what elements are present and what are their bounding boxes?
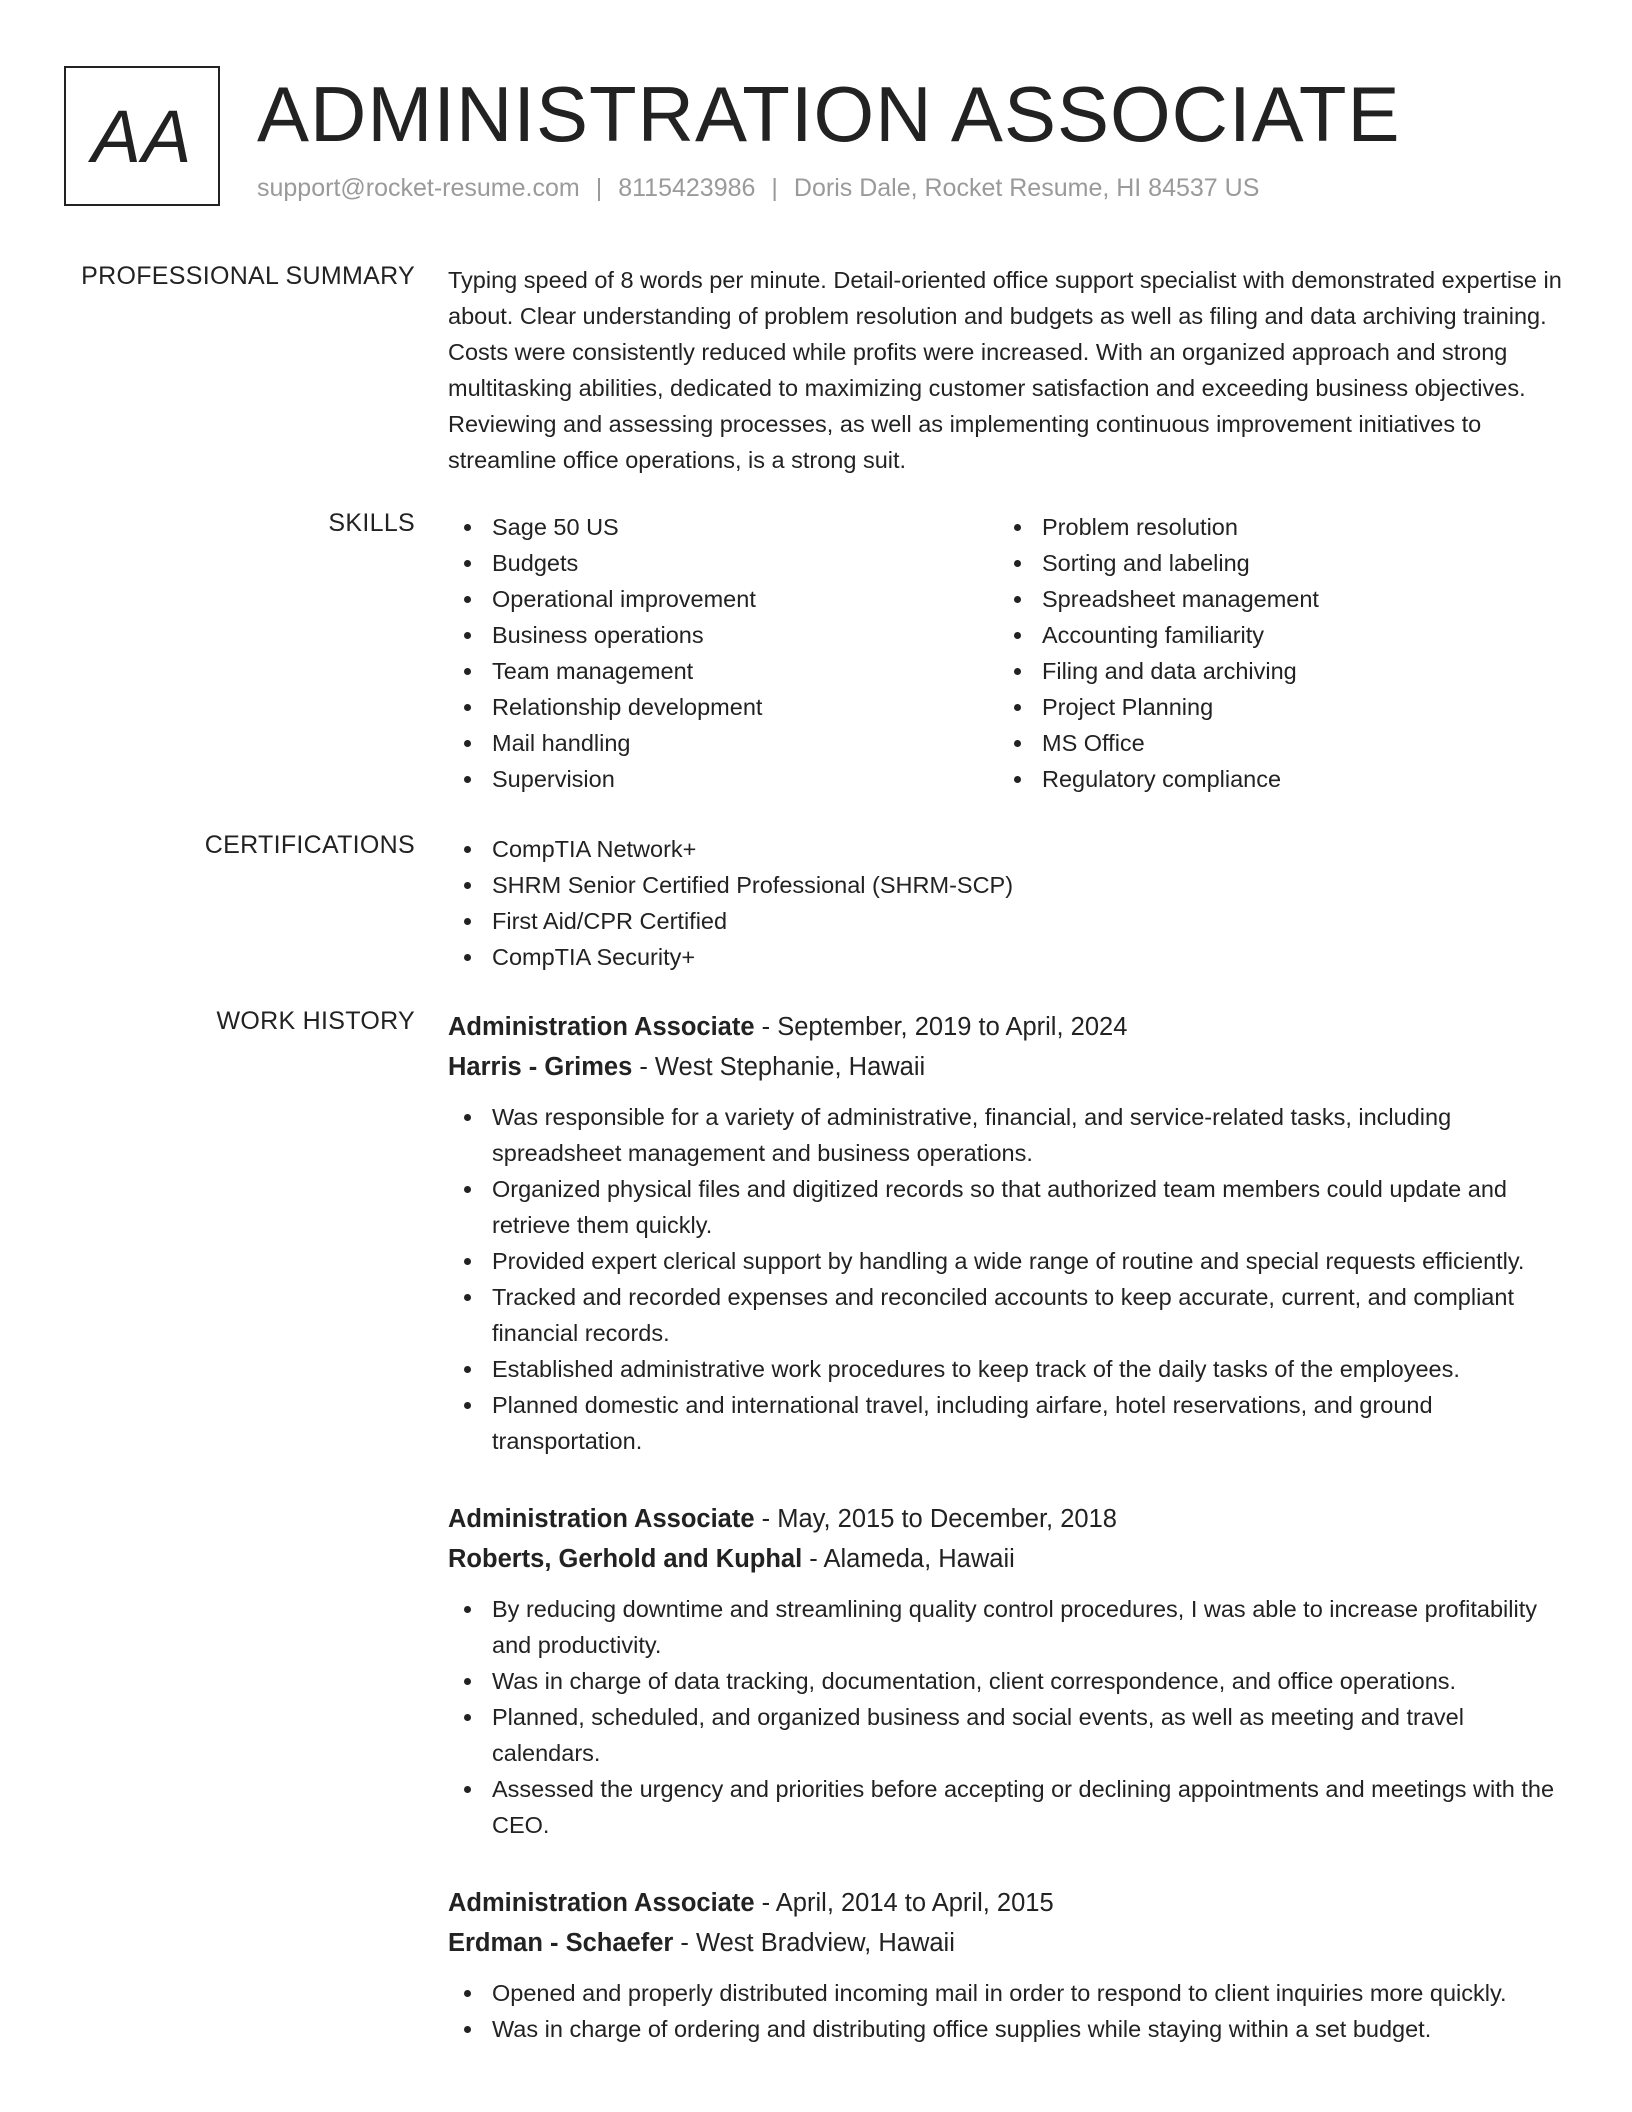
job-bullet: Established administrative work procedures to keep track of the daily tasks of the employees. [448,1351,1568,1387]
skill-item: Business operations [448,617,998,653]
skill-item: Budgets [448,545,998,581]
job-location: - West Bradview, Hawaii [673,1929,955,1957]
section-title-skills: SKILLS [328,509,415,537]
email-link[interactable]: support@rocket-resume.com [257,174,580,202]
job-role: Administration Associate [448,1505,755,1533]
skill-item: Relationship development [448,689,998,725]
skill-item: Mail handling [448,725,998,761]
job-title-line [448,1007,1568,1047]
job-company-line [448,1923,1568,1963]
skill-item: Operational improvement [448,581,998,617]
job-title-line [448,1499,1568,1539]
certifications-list [448,831,1568,975]
job-bullet: Provided expert clerical support by handling a wide range of routine and special requests efficiently. [448,1243,1568,1279]
job-entry [448,1007,1568,1459]
job-bullet: Organized physical files and digitized records so that authorized team members could update and retrieve them quickly. [448,1171,1568,1243]
summary-body [448,262,1568,478]
section-title-summary: PROFESSIONAL SUMMARY [81,262,415,290]
skill-item: Supervision [448,761,998,797]
initials-monogram: AA [64,66,220,206]
job-bullets [448,1975,1568,2047]
job-bullet: Planned, scheduled, and organized business and social events, as well as meeting and travel calendars. [448,1699,1568,1771]
skill-item: Filing and data archiving [998,653,1548,689]
job-bullet: Was in charge of data tracking, documentation, client correspondence, and office operations. [448,1663,1568,1699]
job-bullet: By reducing downtime and streamlining quality control procedures, I was able to increase profitability and productivity. [448,1591,1568,1663]
job-bullet: Tracked and recorded expenses and reconciled accounts to keep accurate, current, and compliant financial records. [448,1279,1568,1351]
job-company-line [448,1047,1568,1087]
work-history-body [448,1007,1568,2087]
skill-item: Regulatory compliance [998,761,1548,797]
job-bullet: Assessed the urgency and priorities before accepting or declining appointments and meetings with the CEO. [448,1771,1568,1843]
skill-item: Sage 50 US [448,509,998,545]
job-entry [448,1499,1568,1843]
job-bullet: Was responsible for a variety of administrative, financial, and service-related tasks, including spreadsheet management and business operations. [448,1099,1568,1171]
job-role: Administration Associate [448,1889,755,1917]
job-company: Roberts, Gerhold and Kuphal [448,1545,803,1573]
job-company-line [448,1539,1568,1579]
job-bullet: Was in charge of ordering and distributing office supplies while staying within a set budget. [448,2011,1568,2047]
resume-header [64,64,1564,214]
certification-item: CompTIA Security+ [448,939,1568,975]
job-entry [448,1883,1568,2047]
skills-list-right [998,509,1548,797]
job-bullets [448,1099,1568,1459]
job-dates: - April, 2014 to April, 2015 [754,1889,1054,1917]
job-bullet: Planned domestic and international travel, including airfare, hotel reservations, and ground transportation. [448,1387,1568,1459]
job-bullet: Opened and properly distributed incoming mail in order to respond to client inquiries more quickly. [448,1975,1568,2011]
contact-separator: | [771,174,778,202]
job-dates: - September, 2019 to April, 2024 [754,1013,1128,1041]
section-title-work-history: WORK HISTORY [216,1007,415,1035]
skill-item: Project Planning [998,689,1548,725]
certification-item: CompTIA Network+ [448,831,1568,867]
phone-number: 8115423986 [618,174,756,202]
job-company: Harris - Grimes [448,1053,633,1081]
job-bullets [448,1591,1568,1843]
summary-text: Typing speed of 8 words per minute. Detail-oriented office support specialist with demonstrated expertise in about. Clear understanding of problem resolution and budgets as well as filing and data archiving training. Costs were consistently reduced while profits were increased. With an organized approach and strong multitasking abilities, dedicated to maximizing customer satisfaction and exceeding business objectives. Reviewing and assessing processes, as well as implementing continuous improvement initiatives to streamline office operations, is a strong suit. [448,267,1562,473]
certification-item: First Aid/CPR Certified [448,903,1568,939]
skill-item: Problem resolution [998,509,1548,545]
skills-body [448,509,1568,797]
skill-item: MS Office [998,725,1548,761]
skill-item: Team management [448,653,998,689]
job-title-line [448,1883,1568,1923]
skill-item: Spreadsheet management [998,581,1548,617]
skills-list-left [448,509,998,797]
job-dates: - May, 2015 to December, 2018 [754,1505,1117,1533]
job-company: Erdman - Schaefer [448,1929,674,1957]
skill-item: Sorting and labeling [998,545,1548,581]
certifications-body [448,831,1568,975]
contact-line [257,174,1259,203]
job-location: - West Stephanie, Hawaii [632,1053,926,1081]
section-title-certifications: CERTIFICATIONS [204,831,415,859]
job-location: - Alameda, Hawaii [802,1545,1015,1573]
address: Doris Dale, Rocket Resume, HI 84537 US [793,174,1260,202]
job-role: Administration Associate [448,1013,755,1041]
contact-separator: | [595,174,603,202]
skills-grid [448,509,1568,797]
certification-item: SHRM Senior Certified Professional (SHRM-SCP) [448,867,1568,903]
skill-item: Accounting familiarity [998,617,1548,653]
candidate-title: ADMINISTRATION ASSOCIATE [257,70,1401,158]
